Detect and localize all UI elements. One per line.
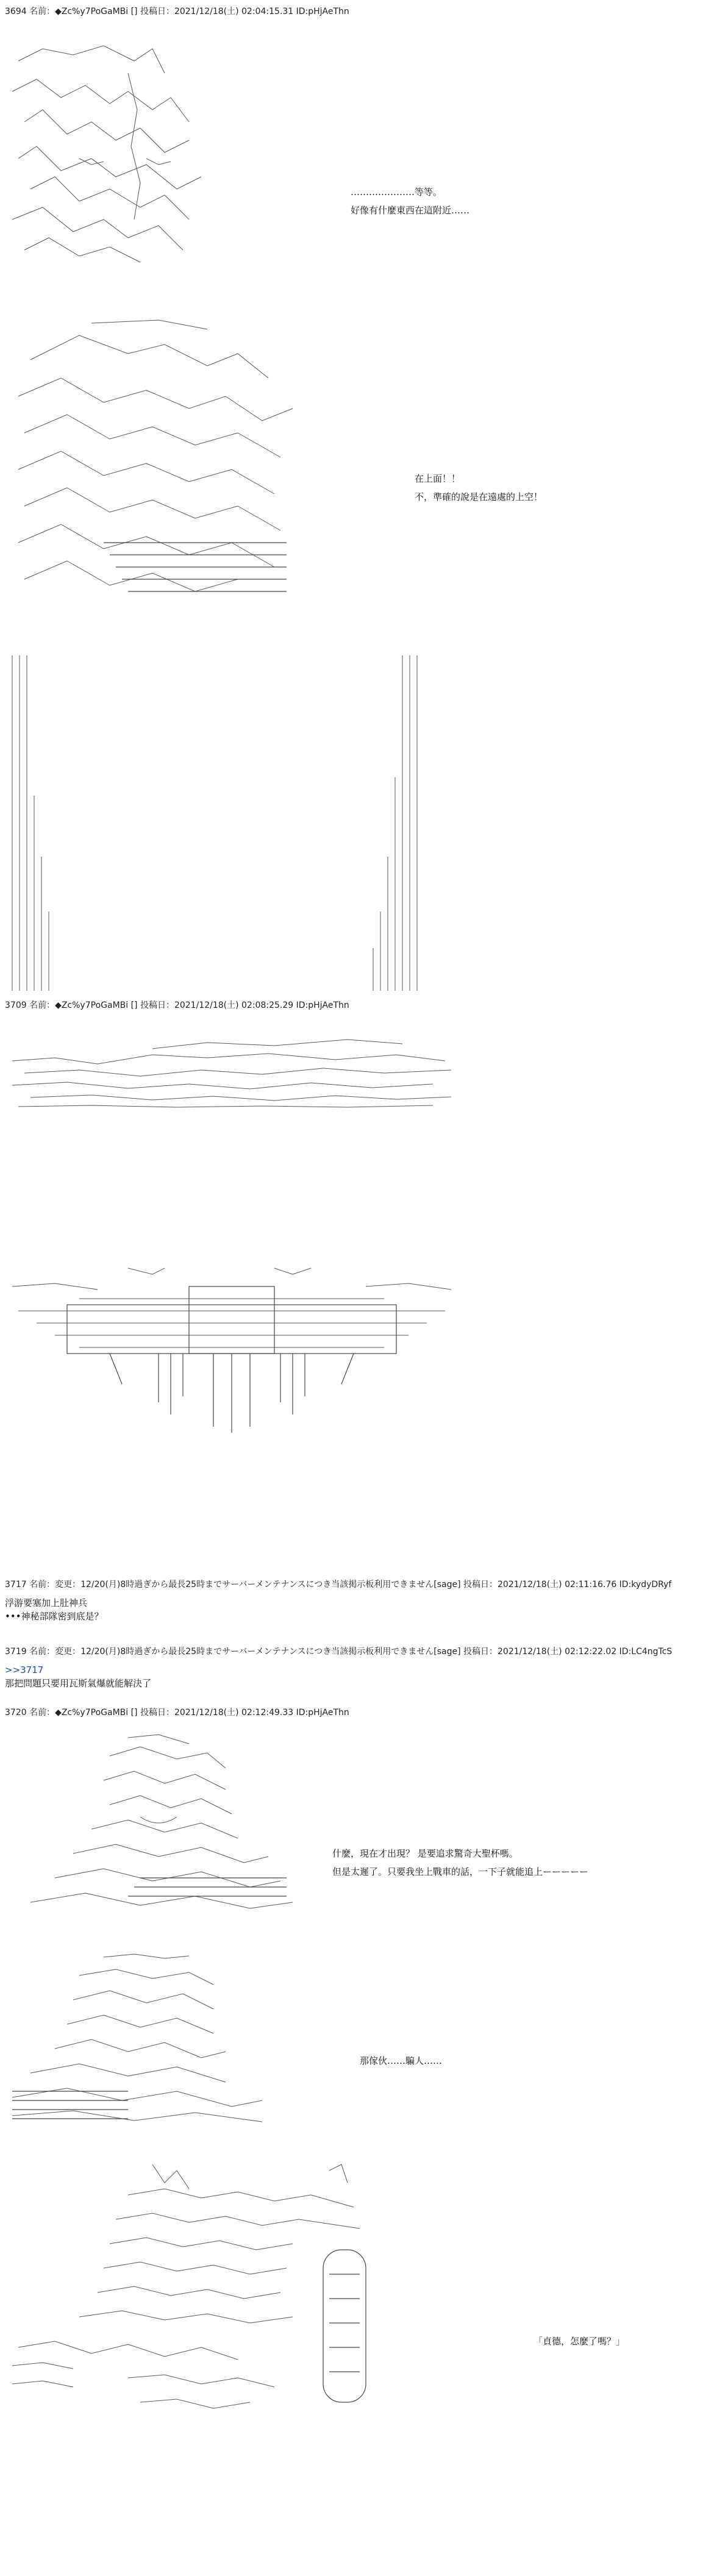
dialog-line: 什麼，現在才出現？ 是要追求驚奇大聖杯嗎。 <box>332 1848 518 1859</box>
ascii-art-character-smirk <box>18 1732 305 1914</box>
body-line: 浮游要塞加上肚神兵 <box>5 1597 88 1608</box>
post-header: 3719 名前：変更：12/20(月)8時過ぎから最長25時までサーバーメンテナンスにつき当該掲示板利用できません[sage] 投稿日：2021/12/18(土) 02:12:22.02 ID:LC4ngTcS <box>5 1647 673 1657</box>
dialog-speech <box>332 1844 588 1881</box>
dialog-speech <box>360 2052 442 2070</box>
post-header: 3717 名前：変更：12/20(月)8時過ぎから最長25時までサーバーメンテナンスにつき当該掲示板利用できません[sage] 投稿日：2021/12/18(土) 02:11:16.76 ID:kydyDRyf <box>5 1580 672 1589</box>
dialog-line: 但是太遲了。只要我坐上戰車的話，一下子就能追上ーーーーー <box>332 1866 589 1877</box>
post-body <box>5 1596 104 1623</box>
post-header: 3694 名前：◆Zc%y7PoGaMBi [] 投稿日：2021/12/18(土) 02:04:15.31 ID:pHjAeThn <box>5 7 349 16</box>
ascii-art-floating-fortress <box>6 1262 457 1433</box>
dialog-line: 那傢伙……騙人…… <box>360 2055 443 2066</box>
post-header: 3709 名前：◆Zc%y7PoGaMBi [] 投稿日：2021/12/18(土) 02:08:25.29 ID:pHjAeThn <box>5 1001 349 1010</box>
ascii-art-character-shocked <box>6 1951 268 2128</box>
ascii-art-clouds <box>6 1036 457 1110</box>
dialog-line: …………………等等。 <box>351 187 443 198</box>
ascii-art-character-group <box>6 2158 372 2414</box>
ascii-art-character-face <box>6 37 226 268</box>
ascii-art-vertical-pillars <box>6 655 445 991</box>
dialog-speech <box>415 469 543 506</box>
body-line: 那把問題只要用瓦斯氣爆就能解決了 <box>5 1678 152 1689</box>
ascii-art-character-looking-up <box>6 311 305 610</box>
body-line: •••神秘部隊密到底是？ <box>5 1611 104 1622</box>
post-body <box>5 1663 151 1690</box>
post-header: 3720 名前：◆Zc%y7PoGaMBi [] 投稿日：2021/12/18(土) 02:12:49.33 ID:pHjAeThn <box>5 1708 349 1718</box>
dialog-line: 「貞德，怎麼了嗎？」 <box>533 2336 626 2347</box>
dialog-line: 不，準確的說是在遠處的上空！ <box>415 491 543 502</box>
quote-link[interactable]: >>3717 <box>5 1664 44 1675</box>
dialog-line: 好像有什麼東西在這附近…… <box>351 205 470 216</box>
dialog-speech <box>533 2332 625 2350</box>
dialog-speech <box>351 183 469 219</box>
dialog-line: 在上面！！ <box>415 473 461 484</box>
